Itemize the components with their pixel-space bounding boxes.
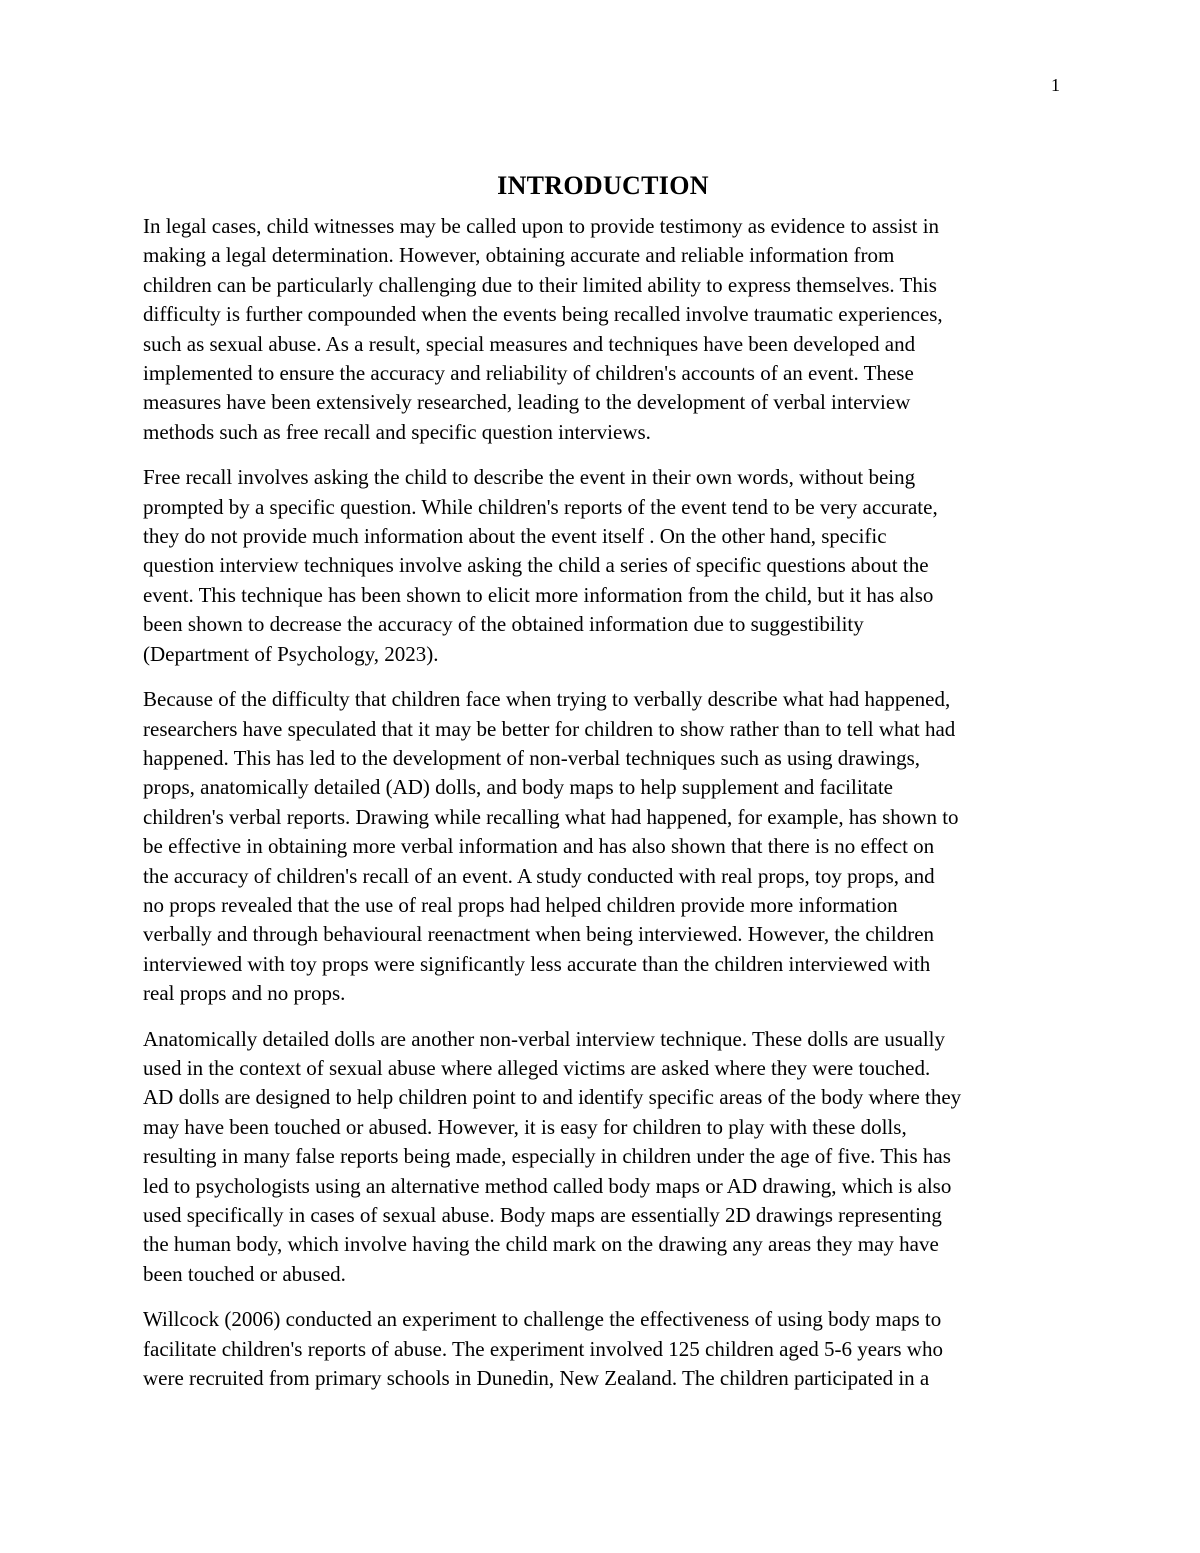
paragraph (143, 685, 1063, 1008)
paragraph (143, 1025, 1063, 1290)
paragraph-line: prompted by a specific question. While children's reports of the event tend to be very accurate, (143, 494, 938, 519)
paragraph-line: (Department of Psychology, 2023). (143, 641, 439, 666)
paragraph-line: real props and no props. (143, 981, 346, 1006)
paragraph-line: Willcock (2006) conducted an experiment to challenge the effectiveness of using body maps to (143, 1307, 942, 1332)
paragraph-line: methods such as free recall and specific question interviews. (143, 419, 651, 444)
paragraph-line: In legal cases, child witnesses may be called upon to provide testimony as evidence to assist in (143, 214, 940, 238)
paragraph-line: props, anatomically detailed (AD) dolls, and body maps to help supplement and facilitate (143, 775, 893, 800)
paragraphs-container (143, 212, 1063, 1393)
paragraph (143, 463, 1063, 669)
paragraph-line: implemented to ensure the accuracy and reliability of children's accounts of an event. These (143, 361, 914, 386)
paragraph-line: facilitate children's reports of abuse. The experiment involved 125 children aged 5-6 years who (143, 1336, 943, 1361)
paragraph-line: the human body, which involve having the child mark on the drawing any areas they may have (143, 1232, 939, 1257)
paragraph-line: AD dolls are designed to help children point to and identify specific areas of the body where they (143, 1085, 962, 1110)
paragraph-line: the accuracy of children's recall of an event. A study conducted with real props, toy props, and (143, 863, 935, 888)
paragraph-line: difficulty is further compounded when the events being recalled involve traumatic experiences, (143, 302, 943, 327)
document-body (143, 168, 1063, 1409)
paragraph-line: Free recall involves asking the child to describe the event in their own words, without being (143, 465, 916, 490)
paragraph-line: resulting in many false reports being made, especially in children under the age of five. This has (143, 1144, 951, 1169)
paragraph-line: Anatomically detailed dolls are another non-verbal interview technique. These dolls are usually (143, 1026, 946, 1051)
paragraph-line: been touched or abused. (143, 1261, 346, 1286)
paragraph-line: children can be particularly challenging due to their limited ability to express themselves. This (143, 272, 937, 297)
paragraph-line: verbally and through behavioural reenactment when being interviewed. However, the children (143, 922, 935, 947)
paragraph-line: Because of the difficulty that children face when trying to verbally describe what had happened, (143, 687, 951, 712)
paragraph-line: led to psychologists using an alternative method called body maps or AD drawing, which is also (143, 1173, 952, 1198)
paragraph-line: used specifically in cases of sexual abuse. Body maps are essentially 2D drawings representing (143, 1203, 942, 1227)
paragraph (143, 212, 1063, 447)
paragraph-line: measures have been extensively researched, leading to the development of verbal interview (143, 390, 911, 415)
paragraph-line: be effective in obtaining more verbal information and has also shown that there is no effect on (143, 834, 935, 859)
paragraph-line: been shown to decrease the accuracy of the obtained information due to suggestibility (143, 612, 864, 637)
section-title: INTRODUCTION (497, 171, 709, 200)
paragraph-line: may have been touched or abused. However, it is easy for children to play with these dolls, (143, 1114, 907, 1139)
paragraph-line: question interview techniques involve asking the child a series of specific questions about the (143, 553, 929, 578)
paragraph-line: event. This technique has been shown to elicit more information from the child, but it has also (143, 582, 934, 607)
paragraph-line: they do not provide much information about the event itself . On the other hand, specific (143, 524, 887, 549)
paragraph-line: happened. This has led to the development of non-verbal techniques such as using drawings, (143, 745, 921, 770)
page-number: 1 (1051, 75, 1060, 95)
paragraph (143, 1305, 1063, 1393)
paragraph-line: used in the context of sexual abuse where alleged victims are asked where they were touched. (143, 1055, 931, 1080)
paragraph-line: researchers have speculated that it may be better for children to show rather than to tell what had (143, 716, 956, 741)
paragraph-line: no props revealed that the use of real props had helped children provide more information (143, 892, 898, 917)
paragraph-line: were recruited from primary schools in Dunedin, New Zealand. The children participated in a (143, 1366, 930, 1391)
paragraph-line: interviewed with toy props were significantly less accurate than the children interviewed with (143, 951, 931, 976)
paragraph-line: making a legal determination. However, obtaining accurate and reliable information from (143, 243, 895, 268)
paragraph-line: such as sexual abuse. As a result, special measures and techniques have been developed and (143, 331, 916, 356)
paragraph-line: children's verbal reports. Drawing while recalling what had happened, for example, has shown to (143, 804, 959, 829)
